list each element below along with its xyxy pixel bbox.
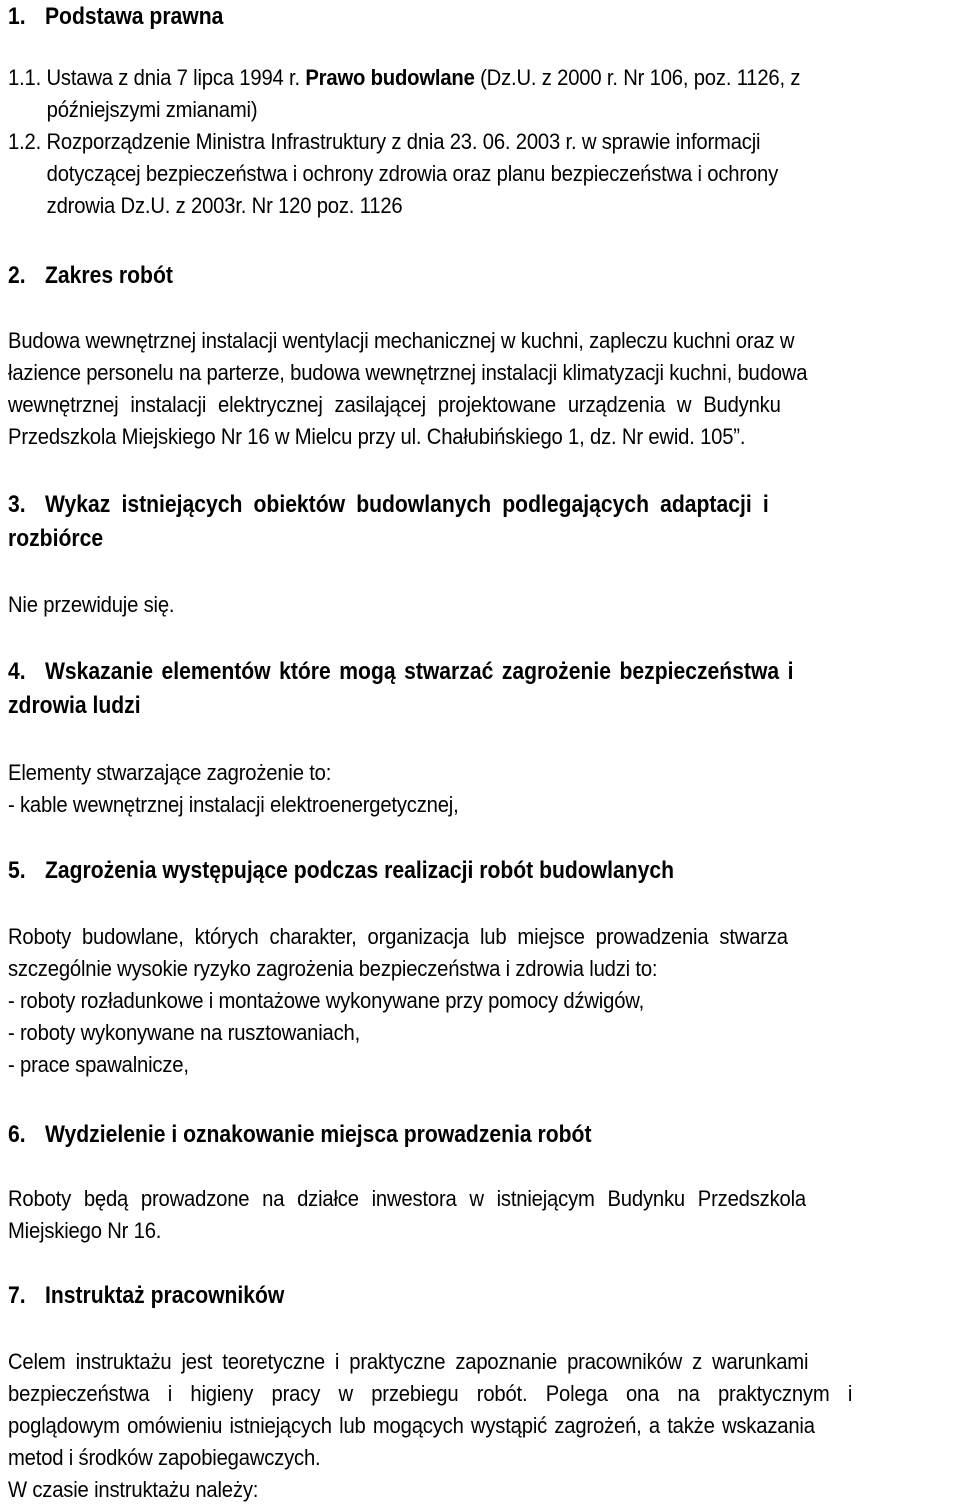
paragraph-line: metod i środków zapobiegawczych. [8,1445,321,1470]
section-number: 6. [8,1121,26,1148]
paragraph-line: Miejskiego Nr 16. [8,1218,162,1243]
list-item: - prace spawalnicze, [8,1052,189,1077]
paragraph-line: łazience personelu na parterze, budowa wewnętrznej instalacji klimatyzacji kuchni, budowa [8,360,808,385]
section-3-heading [8,488,840,522]
item-1-1-line-1: 1.1. Ustawa z dnia 7 lipca 1994 r. Prawo budowlane (Dz.U. z 2000 r. Nr 106, poz. 1126, z [8,65,801,90]
section-4 [8,655,954,723]
paragraph-line: Nie przewiduje się. [8,592,175,617]
section-4-heading [8,655,840,689]
section-title: Instruktaż pracowników [44,1282,285,1309]
item-number: 1.2. [8,129,42,154]
section-3-heading-cont: rozbiórce [8,525,104,552]
section-7-heading [8,1279,840,1313]
section-4-body [8,757,954,821]
paragraph-line: - kable wewnętrznej instalacji elektroenergetycznej, [8,792,459,817]
item-number: 1.1. [8,65,42,90]
section-6-heading [8,1118,840,1152]
section-title: Zagrożenia występujące podczas realizacji robót budowlanych [44,857,675,884]
paragraph-line: Celem instruktażu jest teoretyczne i praktyczne zapoznanie pracowników z warunkami [8,1349,809,1374]
item-1-2 [8,126,954,222]
item-1-2-line-1: 1.2. Rozporządzenie Ministra Infrastruktury z dnia 23. 06. 2003 r. w sprawie informacji [8,129,761,154]
section-1 [8,0,954,34]
section-number: 3. [8,491,26,518]
paragraph-line: Przedszkola Miejskiego Nr 16 w Mielcu przy ul. Chałubińskiego 1, dz. Nr ewid. 105”. [8,424,746,449]
section-title: Wykaz istniejących obiektów budowlanych podlegających adaptacji i [44,491,769,518]
section-number: 1. [8,3,26,30]
section-3 [8,488,954,556]
section-7 [8,1279,954,1313]
section-title: Wskazanie elementów które mogą stwarzać zagrożenie bezpieczeństwa i [44,658,794,685]
paragraph-line: Roboty będą prowadzone na działce inwestora w istniejącym Budynku Przedszkola [8,1186,806,1211]
paragraph-line: szczególnie wysokie ryzyko zagrożenia bezpieczeństwa i zdrowia ludzi to: [8,956,658,981]
paragraph-line: Roboty budowlane, których charakter, organizacja lub miejsce prowadzenia stwarza [8,924,788,949]
section-4-heading-cont: zdrowia ludzi [8,692,141,719]
item-1-2-line-3: zdrowia Dz.U. z 2003r. Nr 120 poz. 1126 [46,193,403,218]
item-1-1-line-2: późniejszymi zmianami) [46,97,258,122]
section-2-body [8,325,954,453]
section-5 [8,854,954,888]
section-number: 2. [8,262,26,289]
section-number: 7. [8,1282,26,1309]
section-6 [8,1118,954,1152]
section-title: Podstawa prawna [44,3,224,30]
item-1-2-line-2: dotyczącej bezpieczeństwa i ochrony zdrowia oraz planu bezpieczeństwa i ochrony [46,161,779,186]
section-title: Zakres robót [44,262,173,289]
section-5-body [8,921,954,1081]
paragraph-line: Elementy stwarzające zagrożenie to: [8,760,332,785]
list-item: - roboty rozładunkowe i montażowe wykonywane przy pomocy dźwigów, [8,988,645,1013]
paragraph-line: bezpieczeństwa i higieny pracy w przebiegu robót. Polega ona na praktycznym i [8,1381,853,1406]
section-6-body [8,1183,954,1247]
section-2-heading [8,259,840,293]
paragraph-line: poglądowym omówieniu istniejących lub mogących wystąpić zagrożeń, a także wskazania [8,1413,815,1438]
section-5-heading [8,854,840,888]
paragraph-line: wewnętrznej instalacji elektrycznej zasilającej projektowane urządzenia w Budynku [8,392,781,417]
section-title: Wydzielenie i oznakowanie miejsca prowadzenia robót [44,1121,592,1148]
section-7-body [8,1346,954,1506]
paragraph-line: W czasie instruktażu należy: [8,1477,259,1502]
act-title: Prawo budowlane [305,65,475,90]
section-1-heading [8,0,840,34]
item-1-1 [8,62,954,126]
section-2 [8,259,954,293]
paragraph-line: Budowa wewnętrznej instalacji wentylacji mechanicznej w kuchni, zapleczu kuchni oraz w [8,328,795,353]
section-number: 5. [8,857,26,884]
section-3-body [8,589,954,621]
section-number: 4. [8,658,26,685]
list-item: - roboty wykonywane na rusztowaniach, [8,1020,361,1045]
